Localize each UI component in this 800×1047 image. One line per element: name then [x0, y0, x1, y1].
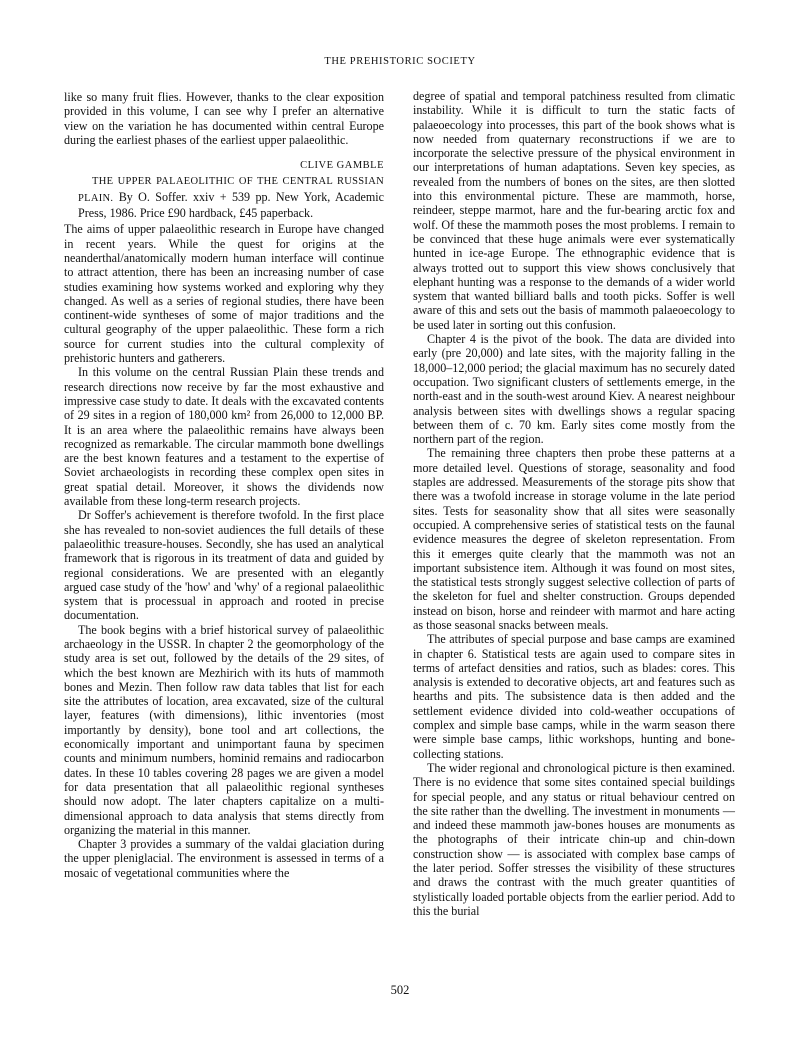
paragraph: The attributes of special purpose and base camps are examined in chapter 6. Statistical tests are again used to compare sites in terms of artefact densities and ratios, such as blades: cores. This analysis is extended to decorative objects, art and features such as hearths and pits. The subsistence data is then added and the settlement evidence divided into cold-weather occupations of complex and simple base camps, while in the warm season there were simple base camps, lithic workshops, hunting and bone-collecting stations. — [413, 632, 735, 761]
paragraph: Dr Soffer's achievement is therefore twofold. In the first place she has revealed to non-soviet audiences the full details of these palaeolithic treasure-houses. Secondly, she has used an analytical framework that is rigorous in its treatment of data and guided by regional considerations. We are presented with an elegantly argued case study of the 'how' and 'why' of a regional palaeolithic system that is processual in approach and rooted in precise documentation. — [64, 508, 384, 623]
review-heading — [64, 173, 384, 220]
running-head: THE PREHISTORIC SOCIETY — [324, 56, 476, 67]
left-column — [64, 90, 384, 880]
paragraph: Chapter 4 is the pivot of the book. The data are divided into early (pre 20,000) and late sites, with the majority falling in the 18,000–12,000 period; the glacial maximum has no securely dated occupation. Two significant clusters of settlements emerge, in the north-east and in the south-west around Kiev. A nearest neighbour analysis between sites with dwellings shows a regular spacing between them of c. 70 km. Early sites come mostly from the northern part of the region. — [413, 332, 735, 447]
page-number: 502 — [390, 983, 410, 997]
paragraph: The wider regional and chronological picture is then examined. There is no evidence that some sites contained special buildings for special people, and any status or ritual behaviour centred on the site rather than the dwelling. The investment in monuments — and indeed these mammoth jaw-bones houses are monuments as the photographs of their intricate chin-up and chin-down construction show — is associated with complex base camps of the later period. Soffer stresses the visibility of these structures and draws the contrast with the much greater quantities of stylistically loaded portable objects from the earlier period. Add to this the burial — [413, 760, 735, 918]
paragraph: The book begins with a brief historical survey of palaeolithic archaeology in the USSR. In chapter 2 the geomorphology of the study area is set out, followed by the details of the 29 sites, of which the best known are Mezhirich with its huts of mammoth bones and Mezin. Then follow raw data tables that list for each site the attributes of location, area excavated, size of the cultural layer, features (with dimensions), lithic inventories (most importantly by density), bone tool and art collections, the economically important and unimportant fauna by specimen counts and minimum numbers, hominid remains and radiocarbon dates. In these 10 tables covering 28 pages we are given a model for data presentation that all palaeolithic regional syntheses should now adopt. The later chapters capitalize on a multi-dimensional approach to data analysis that stems directly from organizing the material in this manner. — [64, 622, 384, 837]
paragraph: like so many fruit flies. However, thanks to the clear exposition provided in this volume, I can see why I prefer an alternative view on the variation he has documented within central Europe during the earliest phases of the earliest upper palaeolithic. — [64, 90, 384, 147]
paragraph: degree of spatial and temporal patchiness resulted from climatic instability. While it is difficult to turn the static facts of palaeoecology into processes, this part of the book shows what is now needed from quaternary reconstructions if we are to incorporate the selective pressure of the physical environment in our interpretations of human adaptations. Seven key species, as revealed from the numbers of bones on the sites, are then slotted into this environmental picture. These are mammoth, horse, reindeer, steppe marmot, hare and the fur-bearing arctic fox and wolf. Of these the mammoth poses the most problems. I remain to be convinced that these huge animals were ever systematically hunted in ice-age Europe. The ethnographic evidence that is always trotted out to support this view shows conclusively that elephant hunting was a response to the demands of a wider world system that wanted billiard balls and tooth picks. Soffer is well aware of this and sets out the basis of mammoth palaeoecology to be used later in sorting out this confusion. — [413, 89, 735, 332]
reviewer-signature: CLIVE GAMBLE — [300, 160, 384, 172]
paragraph: The aims of upper palaeolithic research in Europe have changed in recent years. While the quest for origins at the neanderthal/anatomically modern human interface will continue to attract attention, there has been an increasing number of case studies examining how systems worked and exploring why they changed. As well as a series of regional studies, there have been continent-wide syntheses of some of major traditions and the cultural geography of the upper palaeolithic. These form a rich source for current studies into the cultural complexity of prehistoric hunters and gatherers. — [64, 222, 384, 366]
paragraph: Chapter 3 provides a summary of the valdai glaciation during the upper pleniglacial. The environment is assessed in terms of a mosaic of vegetational communities where the — [64, 837, 384, 880]
paragraph: In this volume on the central Russian Plain these trends and research directions now receive by far the most exhaustive and impressive case study to date. It deals with the excavated contents of 29 sites in a region of 180,000 km² from 26,000 to 12,000 BP. It is an area where the palaeolithic remains have always been recognized as remarkable. The circular mammoth bone dwellings are the best known features and a testament to the expertise of Soviet archaeologists in recording these complex open sites in great spatial detail. Moreover, it shows the dividends now available from these long-term research projects. — [64, 365, 384, 509]
book-title: THE UPPER PALAEOLITHIC OF THE CENTRAL RUSSIAN PLAIN. — [78, 176, 384, 204]
paragraph: The remaining three chapters then probe these patterns at a more detailed level. Questions of storage, seasonality and food staples are addressed. Measurements of the storage pits show that there was a twofold increase in storage volume in the late period sites. Tests for seasonality show that all sites were seasonally occupied. A comprehensive series of statistical tests on the faunal evidence measures the degree of skeleton representation. From this it emerges quite clearly that the mammoth was not an important subsistence item. Although it was found on most sites, the statistical tests strongly suggest selective collection of parts of the skeleton for fuel and shelter construction. Groups depended instead on bison, horse and reindeer with marmot and hare acting as those seasonal snacks between meals. — [413, 446, 735, 632]
right-column — [413, 89, 735, 918]
book-details: By O. Soffer. xxiv + 539 pp. New York, Academic Press, 1986. Price £90 hardback, £45 paperback. — [78, 189, 384, 221]
